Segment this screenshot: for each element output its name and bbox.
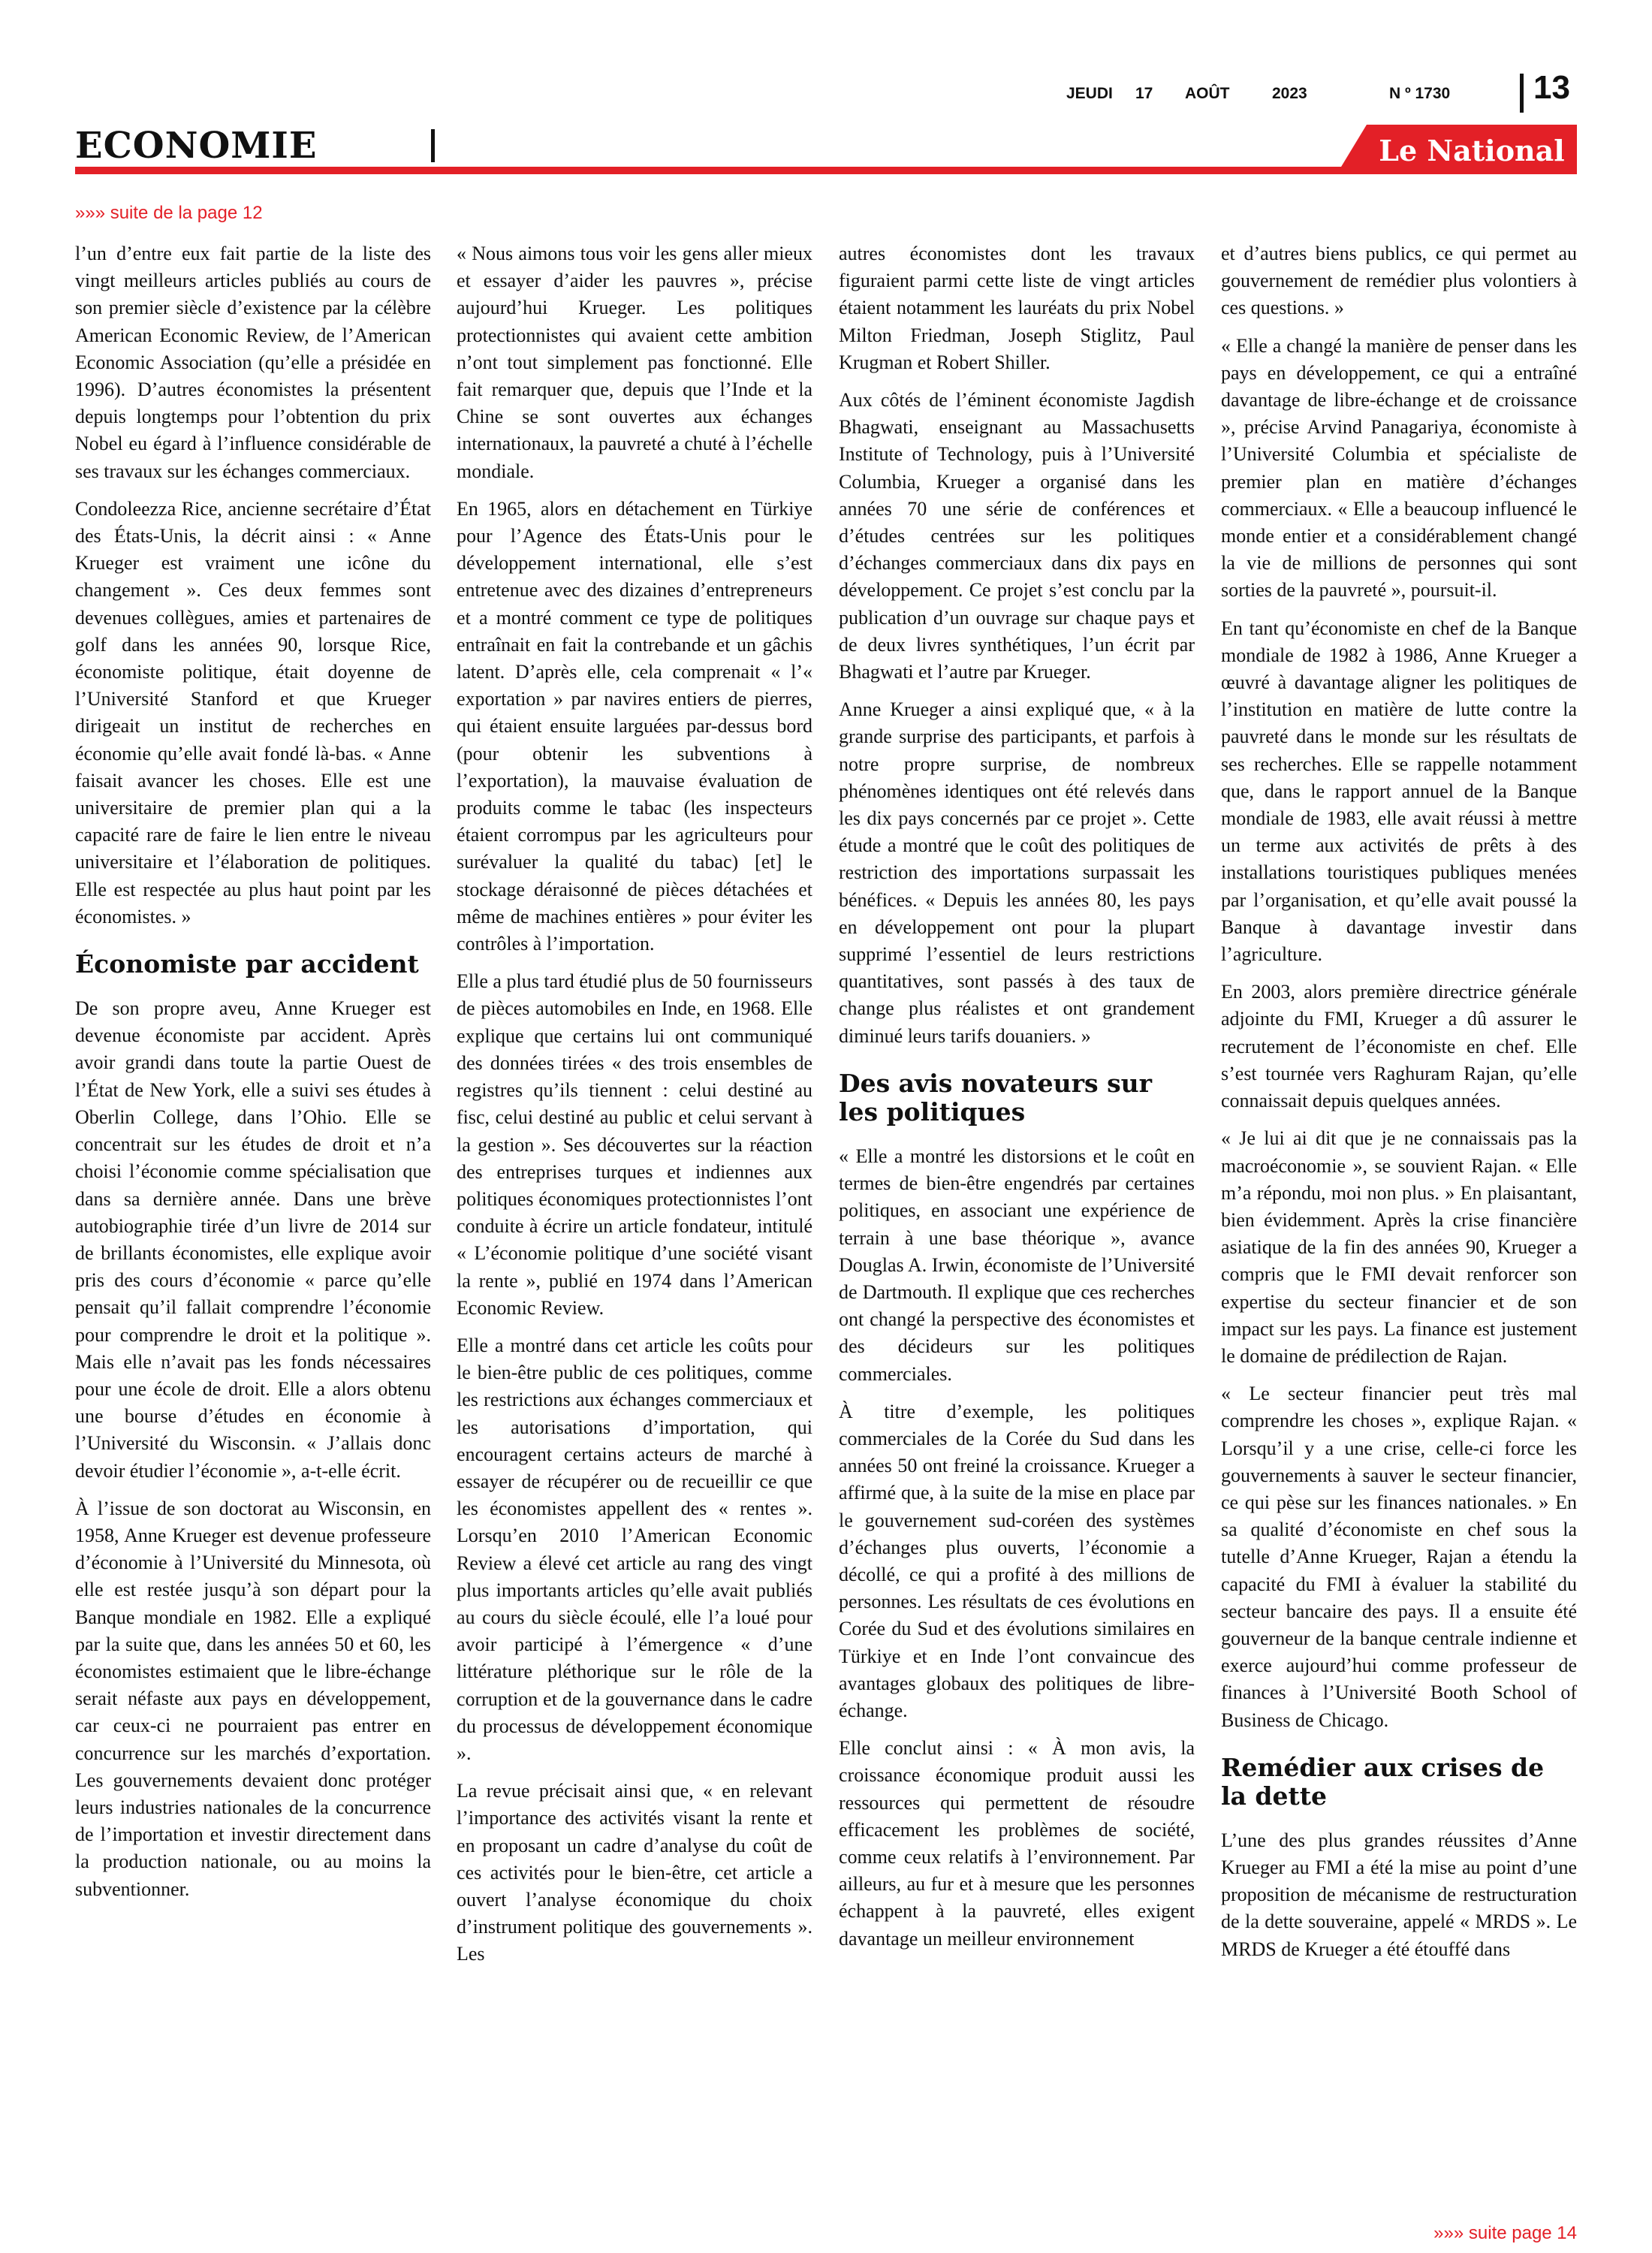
issue-year: 2023 (1272, 85, 1307, 102)
paragraph: Anne Krueger a ainsi expliqué que, « à la grande surprise des participants, et parfois à notre propre surprise, de nombreux phénomènes identiques ont été relevés dans les dix pays concernés par ce projet ». Cette étude a montré que le coût des politiques de restriction des importations surpassait les bénéfices. « Depuis les années 80, les pays en développement ont pour la plupart supprimé l’essentiel de leurs restrictions quantitatives, sont passés à des taux de change plus réalistes et ont grandement diminué leurs tarifs douaniers. » (839, 698, 1195, 1047)
subheading: Des avis novateurs sur les politiques (839, 1068, 1153, 1126)
paragraph: l’un d’entre eux fait partie de la liste des vingt meilleurs articles publiés au cours de son premier siècle d’existence par la célèbre American Economic Review, de l’American Economic Association (qu’elle a présidée en 1996). D’autres économistes la présentent depuis longtemps pour l’obtention du prix Nobel eu égard à l’influence considérable de ses travaux sur les échanges commerciaux. (75, 243, 431, 482)
article-column-4 (1221, 240, 1577, 2227)
subheading: Remédier aux crises de la dette (1221, 1752, 1545, 1811)
issue-day: JEUDI (1066, 85, 1113, 102)
paragraph: L’une des plus grandes réussites d’Anne Krueger au FMI a été la mise au point d’une proposition de mécanisme de restructuration de la dette souveraine, appelé « MRDS ». Le MRDS de Krueger a été étouffé dans (1221, 1829, 1577, 1960)
continued-to-link[interactable]: »»» suite page 14 (1433, 2223, 1577, 2243)
paragraph: Elle a montré dans cet article les coûts pour le bien-être public de ces politiques, comme les restrictions aux échanges commerciaux et les autorisations d’importation, qui encouragent certains acteurs de marché à essayer de récupérer ou de recueillir ce que les économistes appellent des « rentes ». Lorsqu’en 2010 l’American Economic Review a élevé cet article au rang des vingt plus importants articles qu’elle avait publiés au cours du siècle écoulé, elle l’a loué pour avoir participé à l’émergence « d’une littérature pléthorique sur le rôle de la corruption et de la gouvernance dans le cadre du processus de développement économique ». (457, 1334, 812, 1764)
paragraph: Aux côtés de l’éminent économiste Jagdish Bhagwati, enseignant au Massachusetts Institute of Technology, puis à l’Université Columbia, Krueger a organisé dans les années 70 une série de conférences et d’études centrées sur les politiques d’échanges commerciaux dans dix pays en développement. Ce projet s’est conclu par la publication d’un ouvrage sur chaque pays et de deux livres synthétiques, l’un écrit par Bhagwati et l’autre par Krueger. (839, 389, 1195, 683)
paragraph: Condoleezza Rice, ancienne secrétaire d’État des États-Unis, la décrit ainsi : « Anne Krueger est vraiment une icône du changement ». Ces deux femmes sont devenues collègues, amies et partenaires de golf dans les années 90, lorsque Rice, économiste politique, était doyenne de l’Université Stanford et que Krueger dirigeait un institut de recherches en économie qu’elle avait fondé là-bas. « Anne faisait avancer les choses. Elle est une universitaire de premier plan qui a la capacité rare de faire le lien entre le niveau universitaire et l’élaboration de politiques. Elle est respectée au plus haut point par les économistes. » (75, 497, 431, 927)
issue-date: 17 (1135, 85, 1153, 102)
paragraph: En tant qu’économiste en chef de la Banque mondiale de 1982 à 1986, Anne Krueger a œuvré à davantage aligner les politiques de l’institution en matière de lutte contre la pauvreté dans le monde sur les résultats de ses recherches. Elle se rappelle notamment que, dans le rapport annuel de la Banque mondiale de 1983, elle avait réussi à mettre un terme aux activités de prêts à des installations touristiques publiques menées par l’organisation, et qu’elle avait poussé la Banque à davantage investir dans l’agriculture. (1221, 617, 1577, 966)
page-number-divider (1520, 74, 1524, 113)
newspaper-name: Le National (1379, 134, 1565, 167)
paragraph: « Elle a montré les distorsions et le coût en termes de bien-être engendrés par certaines politiques, en associant une expérience de terrain à une base théorique », avance Douglas A. Irwin, économiste de l’Université de Dartmouth. Il explique que ces recherches ont changé la perspective des économistes et des décideurs sur les politiques commerciales. (839, 1145, 1195, 1385)
article-column-3 (839, 240, 1195, 2227)
paragraph: À titre d’exemple, les politiques commerciales de la Corée du Sud dans les années 50 ont freiné la croissance. Krueger a affirmé que, à la suite de la mise en place par le gouvernement sud-coréen des systèmes d’échanges plus ouverts, l’économie a décollé, ce qui a profité à des millions de personnes. Les résultats de ces évolutions en Corée du Sud et des évolutions similaires en Türkiye et en Inde l’ont convaincue des avantages globaux des politiques de libre-échange. (839, 1400, 1195, 1721)
paragraph: La revue précisait ainsi que, « en relevant l’importance des activités visant la rente et en proposant un cadre d’analyse du coût de ces activités pour le bien-être, cet article a ouvert l’analyse économique du choix d’instrument politique des gouvernements ». Les (457, 1780, 812, 1965)
article-column-1 (75, 240, 431, 2227)
paragraph: et d’autres biens publics, ce qui permet au gouvernement de remédier plus volontiers à ces questions. » (1221, 243, 1577, 319)
paragraph: En 2003, alors première directrice générale adjointe du FMI, Krueger a dû assurer le recrutement de l’économiste en chef. Elle s’est tournée vers Raghuram Rajan, qu’elle connaissait depuis quelques années. (1221, 981, 1577, 1112)
subheading: Économiste par accident (75, 949, 419, 979)
paragraph: « Nous aimons tous voir les gens aller mieux et essayer d’aider les pauvres », précise aujourd’hui Krueger. Les politiques protectionnistes qui avaient cette ambition n’ont tout simplement pas fonctionné. Elle fait remarquer que, depuis que l’Inde et la Chine se sont ouvertes aux échanges internationaux, la pauvreté a chuté à l’échelle mondiale. (457, 243, 812, 482)
paragraph: Elle conclut ainsi : « À mon avis, la croissance économique produit aussi les ressources qui permettent de résoudre efficacement les problèmes de société, comme ceux relatifs à l’environnement. Par ailleurs, au fur et à mesure que les personnes échappent à la pauvreté, elles exigent davantage un meilleur environnement (839, 1737, 1195, 1950)
continued-from-link[interactable]: »»» suite de la page 12 (75, 203, 263, 223)
paragraph: « Je lui ai dit que je ne connaissais pas la macroéconomie », se souvient Rajan. « Elle m’a répondu, moi non plus. » En plaisantant, bien évidemment. Après la crise financière asiatique de la fin des années 90, Krueger a compris que le FMI devait renforcer son expertise du secteur financier et de son impact sur les pays. La finance est justement le domaine de prédilection de Rajan. (1221, 1127, 1577, 1367)
paragraph: « Le secteur financier peut très mal comprendre les choses », explique Rajan. « Lorsqu’il y a une crise, celle-ci force les gouvernements à sauver le secteur financier, ce qui pèse sur les finances nationales. » En sa qualité d’économiste en chef sous la tutelle d’Anne Krueger, Rajan a étendu la capacité du FMI à évaluer la stabilité du secteur bancaire des pays. Il a ensuite été gouverneur de la banque centrale indienne et exerce aujourd’hui comme professeur de finances à l’Université Booth School of Business de Chicago. (1221, 1383, 1577, 1731)
section-title: ECONOMIE (75, 125, 318, 167)
section-divider (431, 129, 435, 162)
paragraph: « Elle a changé la manière de penser dans les pays en développement, ce qui a entraîné davantage de libre-échange et de croissance », précise Arvind Panagariya, économiste à l’Université Columbia et spécialiste de premier plan en matière d’échanges commerciaux. « Elle a beaucoup influencé le monde entier et a considérablement changé la vie de millions de personnes qui sont sorties de la pauvreté », poursuit-il. (1221, 334, 1577, 602)
issue-info (1066, 85, 1487, 115)
paragraph: En 1965, alors en détachement en Türkiye pour l’Agence des États-Unis pour le développement international, elle s’est entretenue avec des dizaines d’entrepreneurs et a montré comment ce type de politiques entraînait en fait la contrebande et un gâchis latent. D’après elle, cela comprenait « l’« exportation » par navires entiers de pierres, qui étaient ensuite larguées par-dessus bord (pour obtenir les subventions à l’exportation), la mauvaise évaluation de produits comme le tabac (les inspecteurs étaient corrompus par les agriculteurs pour surévaluer la qualité du tabac) [et] le stockage déraisonné de pièces détachées et même de machines entières » pour éviter les contrôles à l’importation. (457, 497, 812, 955)
paragraph: Elle a plus tard étudié plus de 50 fournisseurs de pièces automobiles en Inde, en 1968. Elle explique que certains lui ont communiqué des données tirées « des trois ensembles de registres qu’ils tiennent : celui destiné au fisc, celui destiné au public et celui servant à la gestion ». Ses découvertes sur la réaction des entreprises turques et indiennes aux politiques économiques protectionnistes l’ont conduite à écrire un article fondateur, intitulé « L’économie politique d’une société visant la rente », publié en 1974 dans l’American Economic Review. (457, 970, 812, 1319)
issue-month: AOÛT (1185, 85, 1230, 102)
issue-number: N º 1730 (1389, 85, 1451, 102)
paragraph: De son propre aveu, Anne Krueger est devenue économiste par accident. Après avoir grandi dans toute la partie Ouest de l’État de New York, elle a suivi ses études à Oberlin College, dans l’Ohio. Elle se concentrait sur les études de droit et n’a choisi l’économie comme spécialisation que dans sa dernière année. Dans une brève autobiographie tirée d’un livre de 2014 sur de brillants économistes, elle explique avoir pris des cours d’économie « parce qu’elle pensait qu’il fallait comprendre l’économie pour comprendre le droit et la politique ». Mais elle n’avait pas les fonds nécessaires pour une école de droit. Elle a alors obtenu une bourse d’études en économie à l’Université du Wisconsin. « J’allais donc devoir étudier l’économie », a-t-elle écrit. (75, 997, 431, 1482)
article-column-2 (457, 240, 812, 2227)
paragraph: À l’issue de son doctorat au Wisconsin, en 1958, Anne Krueger est devenue professeure d’économie à l’Université du Minnesota, où elle est restée jusqu’à son départ pour la Banque mondiale en 1982. Elle a expliqué par la suite que, dans les années 50 et 60, les économistes estimaient que le libre-échange serait néfaste aux pays en développement, car ceux-ci ne pourraient pas entrer en concurrence sur les marchés d’exportation. Les gouvernements devaient donc protéger leurs industries nationales de la concurrence de l’importation et investir directement dans la production nationale, ou au moins la subventionner. (75, 1497, 431, 1900)
page-number: 13 (1533, 69, 1570, 106)
paragraph: autres économistes dont les travaux figuraient parmi cette liste de vingt articles étaient notamment les lauréats du prix Nobel Milton Friedman, Joseph Stiglitz, Paul Krugman et Robert Shiller. (839, 243, 1195, 373)
